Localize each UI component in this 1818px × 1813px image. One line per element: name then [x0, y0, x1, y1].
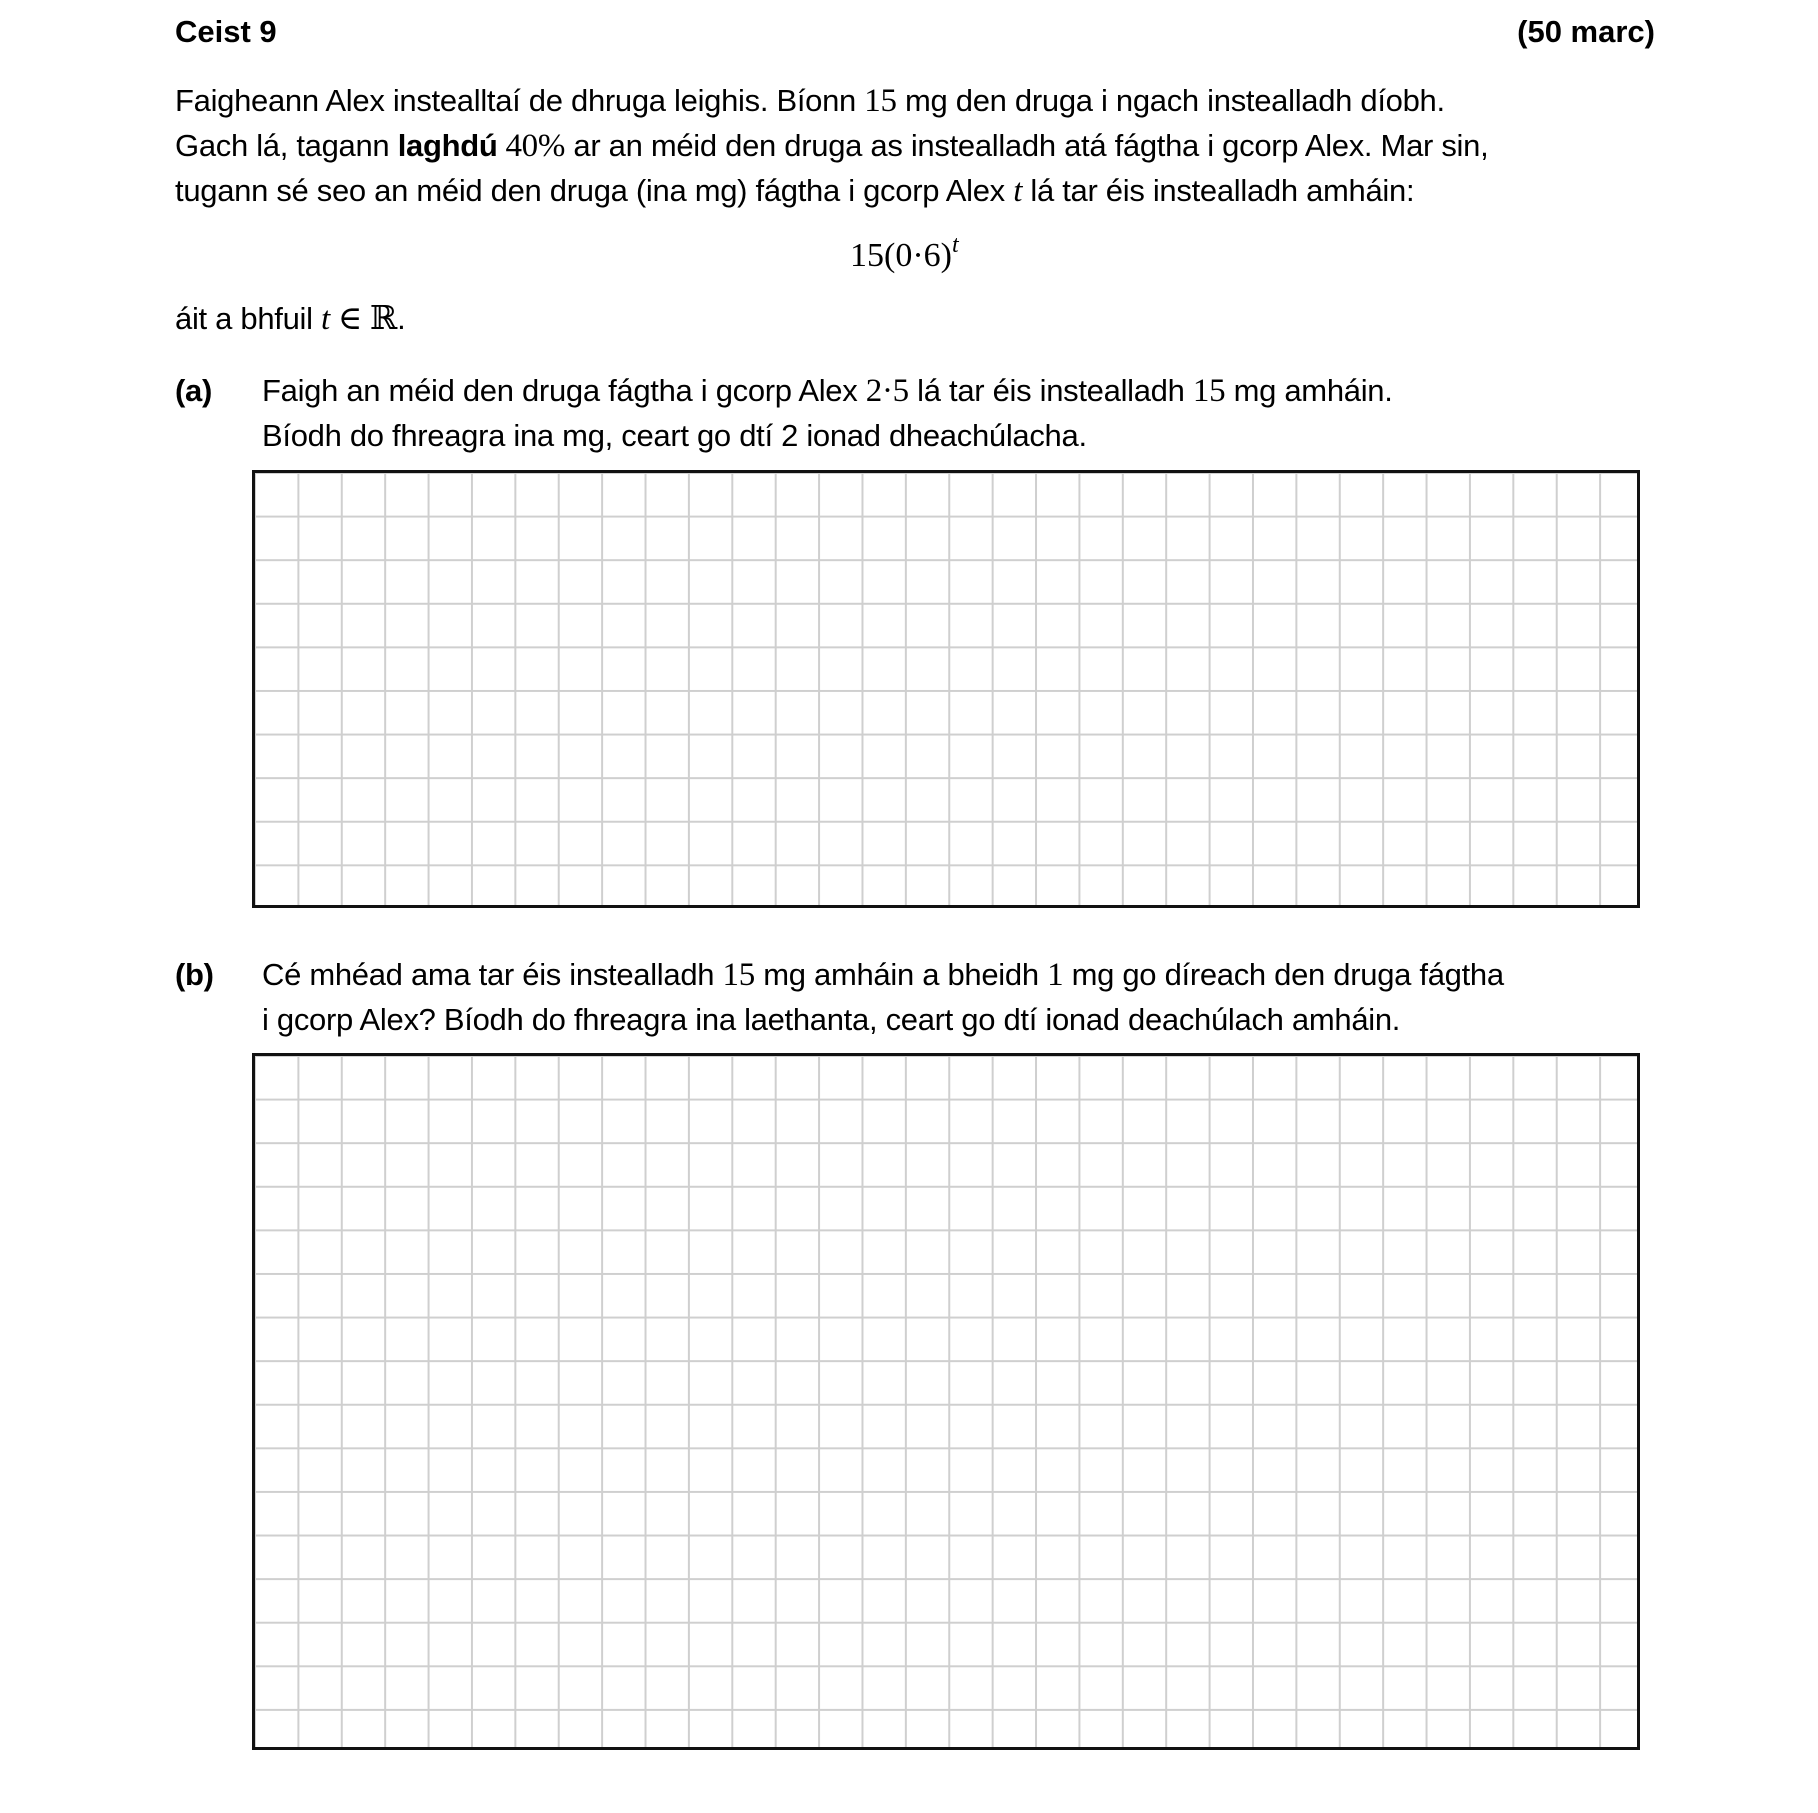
target-amount-value: 1 — [1047, 957, 1064, 993]
question-text: Faigh an méid den druga fágtha i gcorp Alex — [262, 373, 866, 408]
domain-statement — [175, 296, 405, 342]
intro-text: mg den druga i ngach instealladh díobh. — [896, 83, 1445, 118]
days-value: 2·5 — [865, 373, 909, 409]
question-text: mg go díreach den druga fágtha — [1063, 957, 1504, 992]
part-a-question-line-1 — [262, 368, 1393, 414]
intro-text: lá tar éis instealladh amháin: — [1022, 173, 1415, 208]
question-text: mg amháin a bheidh — [754, 957, 1048, 992]
intro-text: ar an méid den druga as instealladh atá fágtha i gcorp Alex. Mar sin, — [565, 128, 1489, 163]
domain-text: áit a bhfuil — [175, 301, 322, 336]
variable-t: t — [1013, 173, 1023, 209]
question-text: Cé mhéad ama tar éis instealladh — [262, 957, 723, 992]
variable-t: t — [321, 301, 330, 337]
question-title: Ceist 9 — [175, 14, 277, 49]
intro-line-1 — [175, 78, 1445, 124]
formula-base: 15(0·6) — [850, 237, 952, 274]
dose-value: 15 — [1192, 373, 1226, 409]
intro-text: tugann sé seo an méid den druga (ina mg) fágtha i gcorp Alex — [175, 173, 1014, 208]
part-b-label: (b) — [175, 957, 214, 992]
part-b-question-line-1 — [262, 952, 1504, 998]
part-a-label: (a) — [175, 373, 212, 408]
intro-text: Gach lá, tagann — [175, 128, 398, 163]
answer-box-a[interactable] — [252, 470, 1640, 908]
percent-value: 40% — [497, 128, 566, 164]
dose-value: 15 — [864, 83, 897, 119]
intro-line-3 — [175, 168, 1414, 214]
part-a-question-line-2: Bíodh do fhreagra ina mg, ceart go dtí 2 ionad dheachúlacha. — [262, 418, 1087, 453]
question-text: mg amháin. — [1225, 373, 1393, 408]
intro-line-2 — [175, 123, 1488, 169]
intro-text: Faigheann Alex instealltaí de dhruga leighis. Bíonn — [175, 83, 865, 118]
answer-box-b[interactable] — [252, 1053, 1640, 1750]
part-b-question-line-2: i gcorp Alex? Bíodh do fhreagra ina laethanta, ceart go dtí ionad deachúlach amháin. — [262, 1002, 1401, 1037]
decay-formula — [850, 232, 959, 275]
dose-value: 15 — [722, 957, 755, 993]
marks-label: (50 marc) — [1517, 14, 1655, 49]
question-text: lá tar éis instealladh — [908, 373, 1193, 408]
emphasis-decrease: laghdú — [397, 128, 498, 163]
real-numbers-symbol: ∈ ℝ — [329, 301, 398, 337]
domain-text: . — [397, 301, 406, 336]
formula-exponent: t — [951, 232, 959, 258]
